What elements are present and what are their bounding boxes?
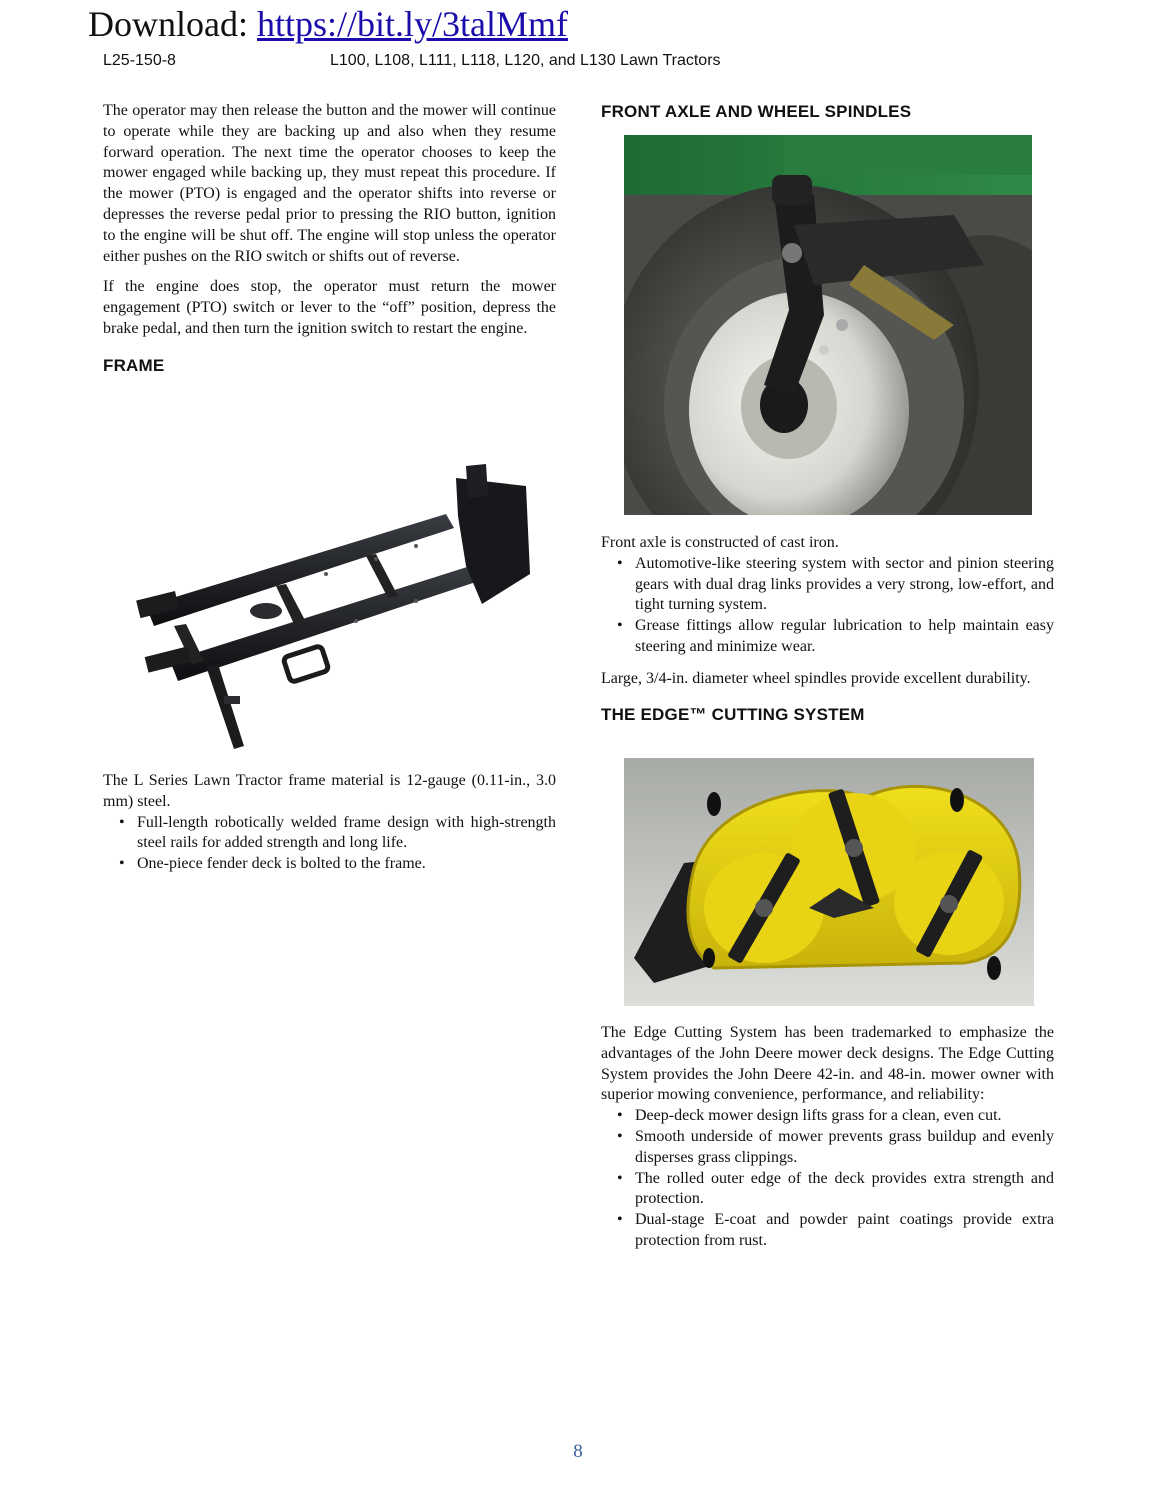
list-item-text: One-piece fender deck is bolted to the frame. bbox=[137, 855, 426, 873]
bullet: • bbox=[617, 1169, 623, 1187]
frame-bullet-list bbox=[103, 813, 556, 875]
front-axle-text bbox=[601, 533, 1054, 726]
download-banner bbox=[88, 2, 568, 46]
list-item-text: The rolled outer edge of the deck provides extra strength and protection. bbox=[635, 1169, 1054, 1208]
body-paragraph: The Edge Cutting System has been trademarked to emphasize the advantages of the John Deere mower deck designs. The Edge Cutting System provides the John Deere 42-in. and 48-in. mower owner with superior mowing convenience, performance, and reliability: bbox=[601, 1024, 1054, 1104]
bullet: • bbox=[617, 617, 623, 635]
frame-image bbox=[126, 456, 536, 754]
list-item-text: Grease fittings allow regular lubrication to help maintain easy steering and minimize wear. bbox=[635, 617, 1054, 655]
list-item-text: Full-length robotically welded frame design with high-strength steel rails for added strength and long life. bbox=[137, 813, 556, 852]
right-column-top bbox=[601, 101, 1054, 123]
bullet: • bbox=[119, 813, 125, 831]
bullet: • bbox=[119, 855, 125, 873]
document-code: L25-150-8 bbox=[103, 52, 176, 69]
section-heading-front-axle: FRONT AXLE AND WHEEL SPINDLES bbox=[601, 102, 912, 121]
list-item bbox=[601, 1106, 1054, 1127]
document-title: L100, L108, L111, L118, L120, and L130 Lawn Tractors bbox=[330, 52, 721, 69]
edge-bullet-list bbox=[601, 1106, 1054, 1252]
download-label: Download: bbox=[88, 4, 257, 44]
left-column bbox=[103, 101, 556, 377]
list-item bbox=[601, 1169, 1054, 1211]
list-item-text: Automotive-like steering system with sector and pinion steering gears with dual drag links provides a very strong, low-effort, and tight turning system. bbox=[635, 554, 1054, 614]
list-item bbox=[601, 554, 1054, 616]
edge-cutting-text bbox=[601, 1023, 1054, 1252]
section-heading-edge-cutting: THE EDGE™ CUTTING SYSTEM bbox=[601, 704, 865, 724]
bullet: • bbox=[617, 1127, 623, 1145]
list-item bbox=[601, 616, 1054, 658]
mower-deck-image bbox=[624, 758, 1034, 1006]
body-paragraph: The L Series Lawn Tractor frame material is 12-gauge (0.11-in., 3.0 mm) steel. bbox=[103, 772, 556, 810]
front-axle-bullet-list bbox=[601, 554, 1054, 658]
list-item-text: Deep-deck mower design lifts grass for a clean, even cut. bbox=[635, 1107, 1002, 1125]
frame-text bbox=[103, 771, 556, 875]
download-link[interactable]: https://bit.ly/3talMmf bbox=[256, 4, 568, 44]
page-number: 8 bbox=[573, 1441, 583, 1462]
bullet: • bbox=[617, 554, 623, 572]
list-item bbox=[103, 813, 556, 855]
list-item-text: Dual-stage E-coat and powder paint coatings provide extra protection from rust. bbox=[635, 1211, 1054, 1249]
section-heading-frame: FRAME bbox=[103, 355, 165, 375]
front-axle-image bbox=[624, 135, 1032, 515]
body-paragraph: Large, 3/4-in. diameter wheel spindles provide excellent durability. bbox=[601, 669, 1031, 687]
bullet: • bbox=[617, 1107, 623, 1125]
body-paragraph: The operator may then release the button and the mower will continue to operate while they are backing up and also when they resume forward operation. The next time the operator chooses to keep the mower engaged while backing up, they must repeat this procedure. If the mower (PTO) is engaged and the operator shifts into reverse or depresses the reverse pedal prior to pressing the RIO button, ignition to the engine will be shut off. The engine will stop unless the operator either pushes on the RIO switch or shifts out of reverse. bbox=[103, 102, 556, 265]
body-paragraph: Front axle is constructed of cast iron. bbox=[601, 534, 839, 551]
list-item bbox=[103, 854, 556, 875]
list-item-text: Smooth underside of mower prevents grass buildup and evenly disperses grass clippings. bbox=[635, 1127, 1054, 1166]
list-item bbox=[601, 1127, 1054, 1169]
bullet: • bbox=[617, 1211, 623, 1229]
body-paragraph: If the engine does stop, the operator must return the mower engagement (PTO) switch or lever to the “off” position, depress the brake pedal, and then turn the ignition switch to restart the engine. bbox=[103, 278, 556, 337]
list-item bbox=[601, 1210, 1054, 1252]
